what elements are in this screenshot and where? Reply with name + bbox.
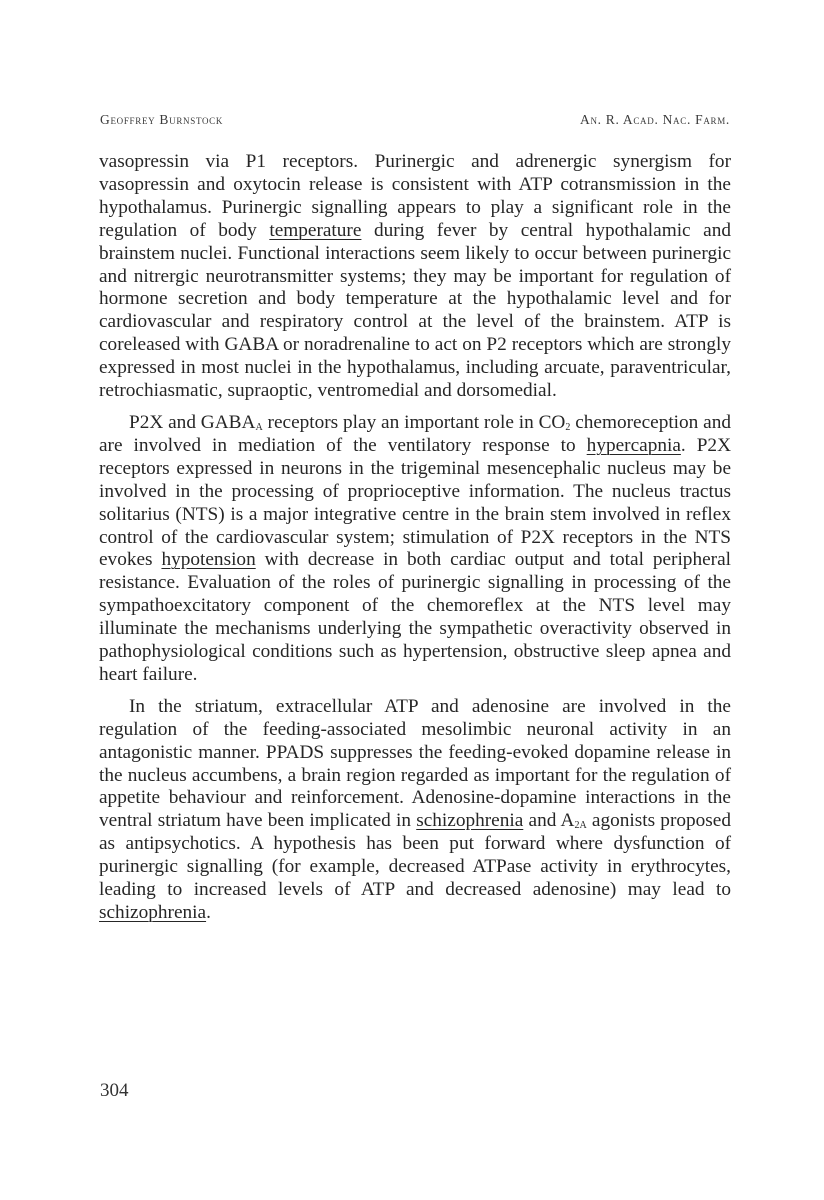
text-segment: vasopressin via P1 receptors. Purinergic and adrenergic synergism for vasopressin and oxytocin release is consistent with ATP cotransmission in the hypothalamus. Purinergic signalling appears to play a significant role in the regulation of body [99, 151, 731, 241]
subscript: 2 [565, 421, 571, 433]
text-segment: with decrease in both cardiac output and total peripheral resistance. Evaluation of the roles of purinergic signalling in processing of the sympathoexcitatory component of the chemoreflex at the NTS level may illuminate the mechanisms underlying the sympathetic overactivity observed in pathophysiological conditions such as hypertension, obstructive sleep apnea and heart failure. [99, 549, 731, 685]
paragraph-2 [99, 412, 731, 687]
paragraph-1 [99, 151, 731, 403]
subscript: A [255, 421, 263, 433]
link-schizophrenia[interactable]: schizophrenia [416, 810, 524, 832]
link-temperature[interactable]: temperature [269, 219, 362, 241]
link-hypotension[interactable]: hypotension [161, 549, 256, 571]
text-segment: In the striatum, extracellular ATP and adenosine are involved in the regulation of the feeding-associated mesolimbic neuronal activity in an antagonistic manner. PPADS suppresses the feeding-evoked dopamine release in the nucleus accumbens, a brain region regarded as important for the regulation of appetite behaviour and reinforcement. Adenosine-dopamine interactions in the ventral striatum have been implicated in [99, 695, 731, 832]
page-number: 304 [100, 1080, 129, 1101]
link-hypercapnia[interactable]: hypercapnia [586, 434, 681, 456]
header-author: Geoffrey Burnstock [100, 112, 224, 127]
text-segment: and A [523, 810, 575, 832]
running-header [100, 112, 730, 128]
link-schizophrenia[interactable]: schizophrenia [99, 902, 207, 923]
text-segment: agonists proposed as antipsychotics. A hypothesis has been put forward where dysfunction of purinergic signalling (for example, decreased ATPase activity in erythrocytes, leading to increased levels of ATP and decreased adenosine) may lead to [99, 810, 731, 901]
text-segment: receptors play an important role in CO [262, 411, 566, 433]
header-journal: An. R. Acad. Nac. Farm. [580, 112, 730, 127]
text-segment: . P2X receptors expressed in neurons in the trigeminal mesencephalic nucleus may be involved in the processing of proprioceptive information. The nucleus tractus solitarius (NTS) is a major integrative centre in the brain stem involved in reflex control of the cardiovascular system; stimulation of P2X receptors in the NTS evokes [99, 434, 731, 571]
text-segment: during fever by central hypothalamic and brainstem nuclei. Functional interactions seem likely to occur between purinergic and nitrergic neurotransmitter systems; they may be important for regulation of hormone secretion and body temperature at the hypothalamic level and for cardiovascular and respiratory control at the level of the brainstem. ATP is coreleased with GABA or noradrenaline to act on P2 receptors which are strongly expressed in most nuclei in the hypothalamus, including arcuate, paraventricular, retrochiasmatic, supraoptic, ventromedial and dorsomedial. [99, 219, 731, 402]
subscript: 2A [574, 820, 587, 832]
text-segment: chemoreception and are involved in mediation of the ventilatory response to [99, 411, 732, 456]
article-body [99, 151, 731, 925]
text-segment: . [206, 902, 211, 923]
paragraph-3 [99, 696, 731, 925]
text-segment: P2X and GABA [129, 411, 256, 433]
